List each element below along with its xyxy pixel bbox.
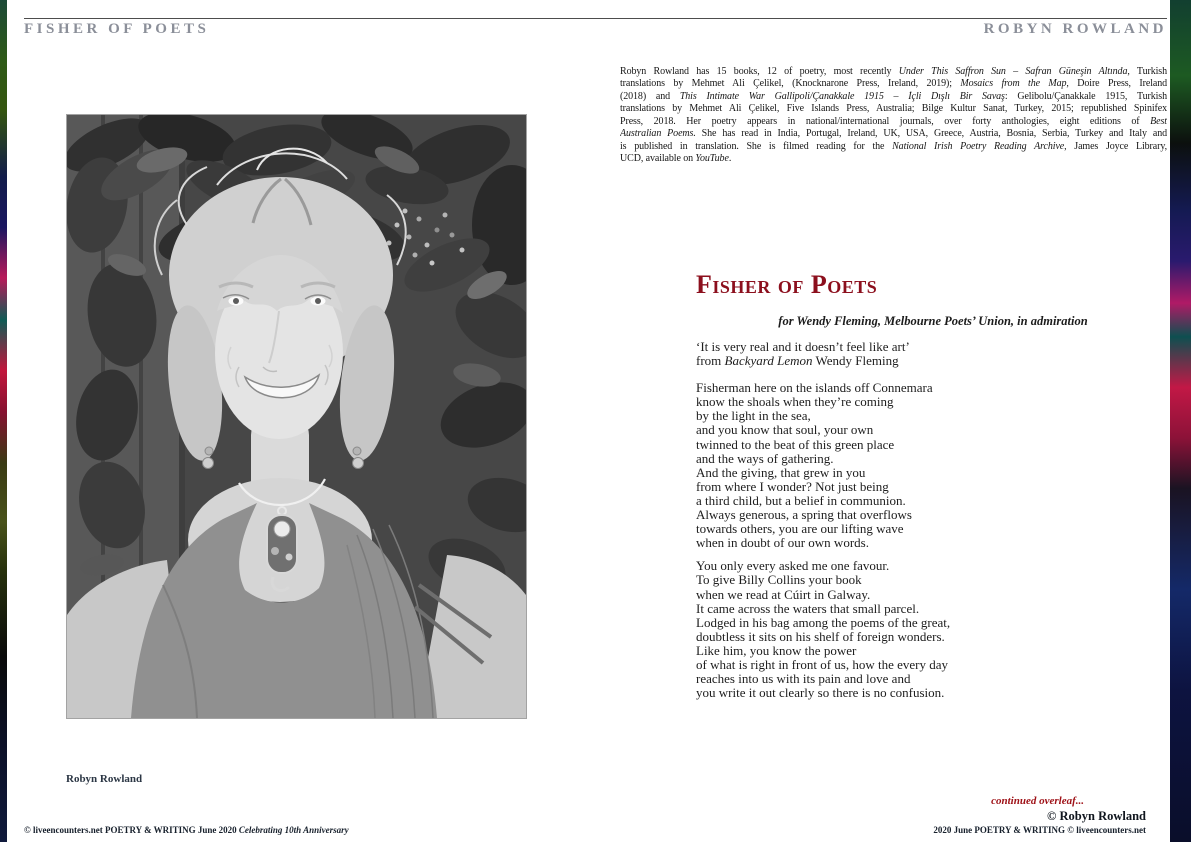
- poem-line: You only every asked me one favour.: [696, 558, 890, 574]
- footer-left: © liveencounters.net POETRY & WRITING June 2020 Celebrating 10th Anniversary: [24, 825, 349, 835]
- poem-line: and you know that soul, your own: [696, 422, 874, 438]
- poem-line: Lodged in his bag among the poems of the great,: [696, 614, 951, 630]
- running-header-title: FISHER OF POETS: [24, 21, 210, 37]
- poem-line: reaches into us with its pain and love and: [696, 671, 911, 687]
- author-copyright: © Robyn Rowland: [1047, 809, 1146, 823]
- poem-line: towards others, you are our lifting wave: [696, 521, 904, 537]
- poem-epigraph: [696, 340, 1170, 368]
- running-header: [24, 18, 1167, 38]
- magazine-page: [7, 0, 1170, 842]
- epigraph-line: ‘It is very real and it doesn’t feel like art’: [696, 339, 910, 354]
- bio-text-line: UCD, available on YouTube.: [620, 153, 732, 165]
- portrait-illustration: [67, 115, 526, 718]
- poem-line: Fisherman here on the islands off Connemara: [696, 380, 933, 396]
- portrait-photo: [66, 114, 527, 719]
- bio-text-line: (2018) and This Intimate War Gallipoli/Çanakkale 1915 – İçli Dışlı Bir Savaş: Gelibolu/Çanakkale 1915, Turkish: [620, 90, 1167, 102]
- poem-line: and the ways of gathering.: [696, 450, 834, 466]
- poem-line: from where I wonder? Not just being: [696, 478, 889, 494]
- right-eye: [315, 298, 321, 304]
- poem-line: you write it out clearly so there is no confusion.: [696, 685, 945, 701]
- poem-line: of what is right in front of us, how the every day: [696, 656, 949, 672]
- bio-text-line: is published in translation. She is filmed reading for the National Irish Poetry Reading Archive, James Joyce Library,: [620, 140, 1167, 152]
- rainbow-border-right: [1170, 0, 1191, 842]
- left-eye: [233, 298, 239, 304]
- poem-title: Fisher of Poets: [696, 270, 878, 299]
- poem-line: And the giving, that grew in you: [696, 464, 866, 480]
- poem-dedication: for Wendy Fleming, Melbourne Poets’ Union, in admiration: [778, 314, 1088, 328]
- poem-line: twinned to the beat of this green place: [696, 436, 895, 452]
- poem-line: doubtless it sits on his shelf of foreign wonders.: [696, 628, 945, 644]
- poem-stanza-2: [696, 559, 1170, 700]
- poem-line: Like him, you know the power: [696, 642, 857, 658]
- poem-line: a third child, but a belief in communion.: [696, 492, 906, 508]
- author-bio: [620, 66, 1167, 166]
- poem-line: when in doubt of our own words.: [696, 535, 869, 551]
- poem-line: by the light in the sea,: [696, 408, 811, 424]
- poem-line: know the shoals when they’re coming: [696, 394, 894, 410]
- bio-text-line: Australian Poems. She has read in India, Portugal, Ireland, UK, USA, Greece, Austria, Bosnia, Serbia, Turkey and Italy and: [620, 128, 1167, 140]
- footer-right: 2020 June POETRY & WRITING © liveencounters.net: [933, 825, 1146, 835]
- bio-text-line: Robyn Rowland has 15 books, 12 of poetry, most recently Under This Saffron Sun – Safran Güneşin Altında, Turkish: [620, 66, 1167, 77]
- bio-text-line: Press, 2018. Her poetry appears in national/international journals, over forty anthologies, eight editions of Best: [620, 115, 1167, 127]
- photo-caption: Robyn Rowland: [66, 773, 143, 785]
- rainbow-border-left: [0, 0, 7, 842]
- poem-line: when we read at Cúirt in Galway.: [696, 586, 871, 602]
- poem-line: Always generous, a spring that overflows: [696, 507, 912, 523]
- poem-line: To give Billy Collins your book: [696, 572, 862, 588]
- poem-block: [696, 270, 1170, 700]
- poem-line: It came across the waters that small parcel.: [696, 600, 920, 616]
- bio-text-line: translations by Mehmet Ali Çelikel, Five Islands Press, Australia; Bilge Kultur Sanat, Turkey, 2015; republished Spinifex: [620, 103, 1167, 115]
- bio-text-line: translations by Mehmet Ali Çelikel, (Knocknarone Press, Ireland, 2019); Mosaics from the Map, Doire Press, Ireland: [620, 78, 1167, 90]
- running-header-author: ROBYN ROWLAND: [983, 21, 1167, 37]
- poem-stanza-1: [696, 381, 1170, 550]
- epigraph-line: from Backyard Lemon Wendy Fleming: [696, 353, 899, 369]
- continued-overleaf-note: continued overleaf...: [991, 795, 1084, 807]
